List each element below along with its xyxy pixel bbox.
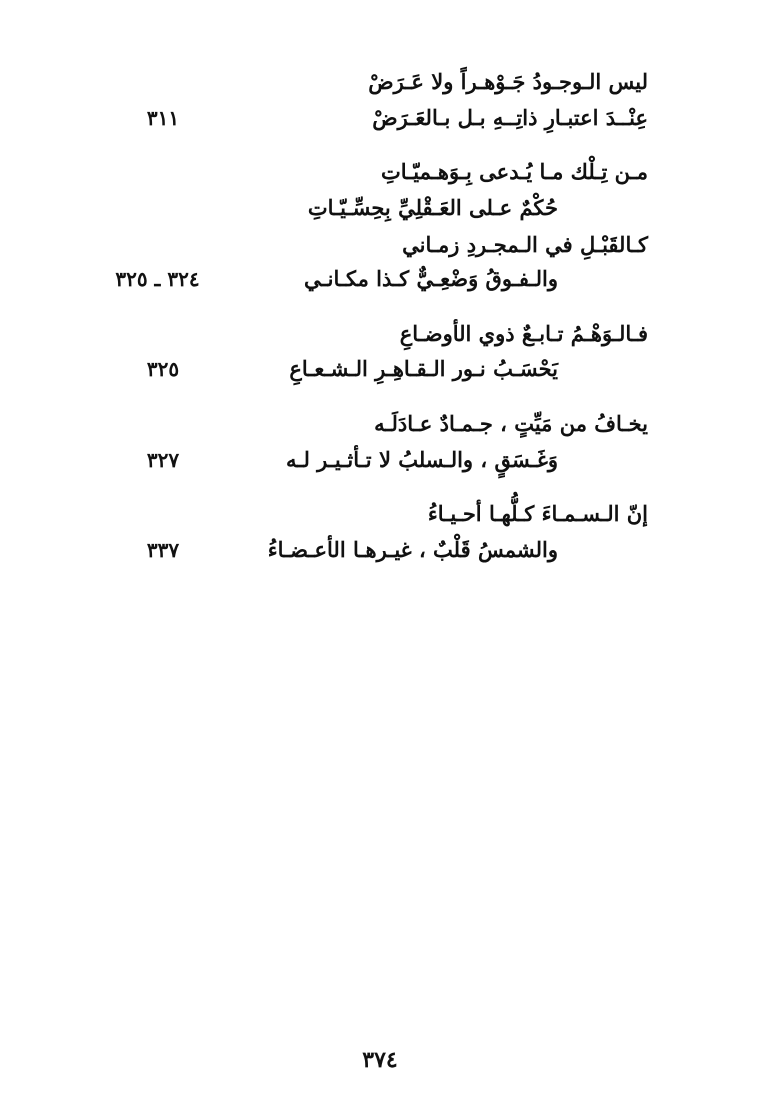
verse-line: والشمسُ قَلْبٌ ، غيـرهـا الأعـضـاءُ bbox=[267, 537, 558, 562]
verse-reference: ٣٢٤ ـ ٣٢٥ bbox=[115, 267, 200, 291]
page-number: ٣٧٤ bbox=[362, 1047, 398, 1073]
verse-line: يخـافُ من مَيِّتٍ ، جـمـادٌ عـادَلَـه bbox=[374, 411, 648, 436]
verse-line: والـفـوقُ وَضْعِـيٌّ كـذا مكـانـي bbox=[303, 266, 558, 291]
verse-line: حُكْمٌ عـلى العَـقْلِيِّ بِحِسِّـيّـاتِ bbox=[307, 195, 558, 220]
verse-reference: ٣٢٧ bbox=[146, 448, 180, 472]
verse-line: يَحْسَـبُ نـور الـقـاهِـرِ الـشـعـاعِ bbox=[289, 356, 558, 381]
verse-line: فـالـوَهْـمُ تـابـعٌ ذوي الأوضـاعِ bbox=[399, 321, 648, 346]
verse-line: عِنْــدَ اعتبـارِ ذاتِــهِ بـل بـالعَـرَضْ bbox=[372, 105, 648, 130]
verse-line: كـالقَبْـلِ في الـمجـردِ زمـاني bbox=[402, 232, 648, 257]
verse-line: وَغَـسَقٍ ، والـسلبُ لا تـأثـيـر لـه bbox=[286, 447, 558, 472]
verse-line: مـن تِـلْك مـا يُـدعى بِـوَهـميّـاتِ bbox=[380, 159, 648, 184]
verse-line: إنّ الـسـمـاءَ كـلُّهـا أحـيـاءُ bbox=[427, 501, 648, 526]
verse-line: ليس الـوجـودُ جَـوْهـراً ولا عَـرَضْ bbox=[368, 69, 648, 94]
verse-reference: ٣٢٥ bbox=[146, 357, 180, 381]
verse-reference: ٣١١ bbox=[146, 106, 180, 130]
verse-reference: ٣٣٧ bbox=[146, 538, 180, 562]
